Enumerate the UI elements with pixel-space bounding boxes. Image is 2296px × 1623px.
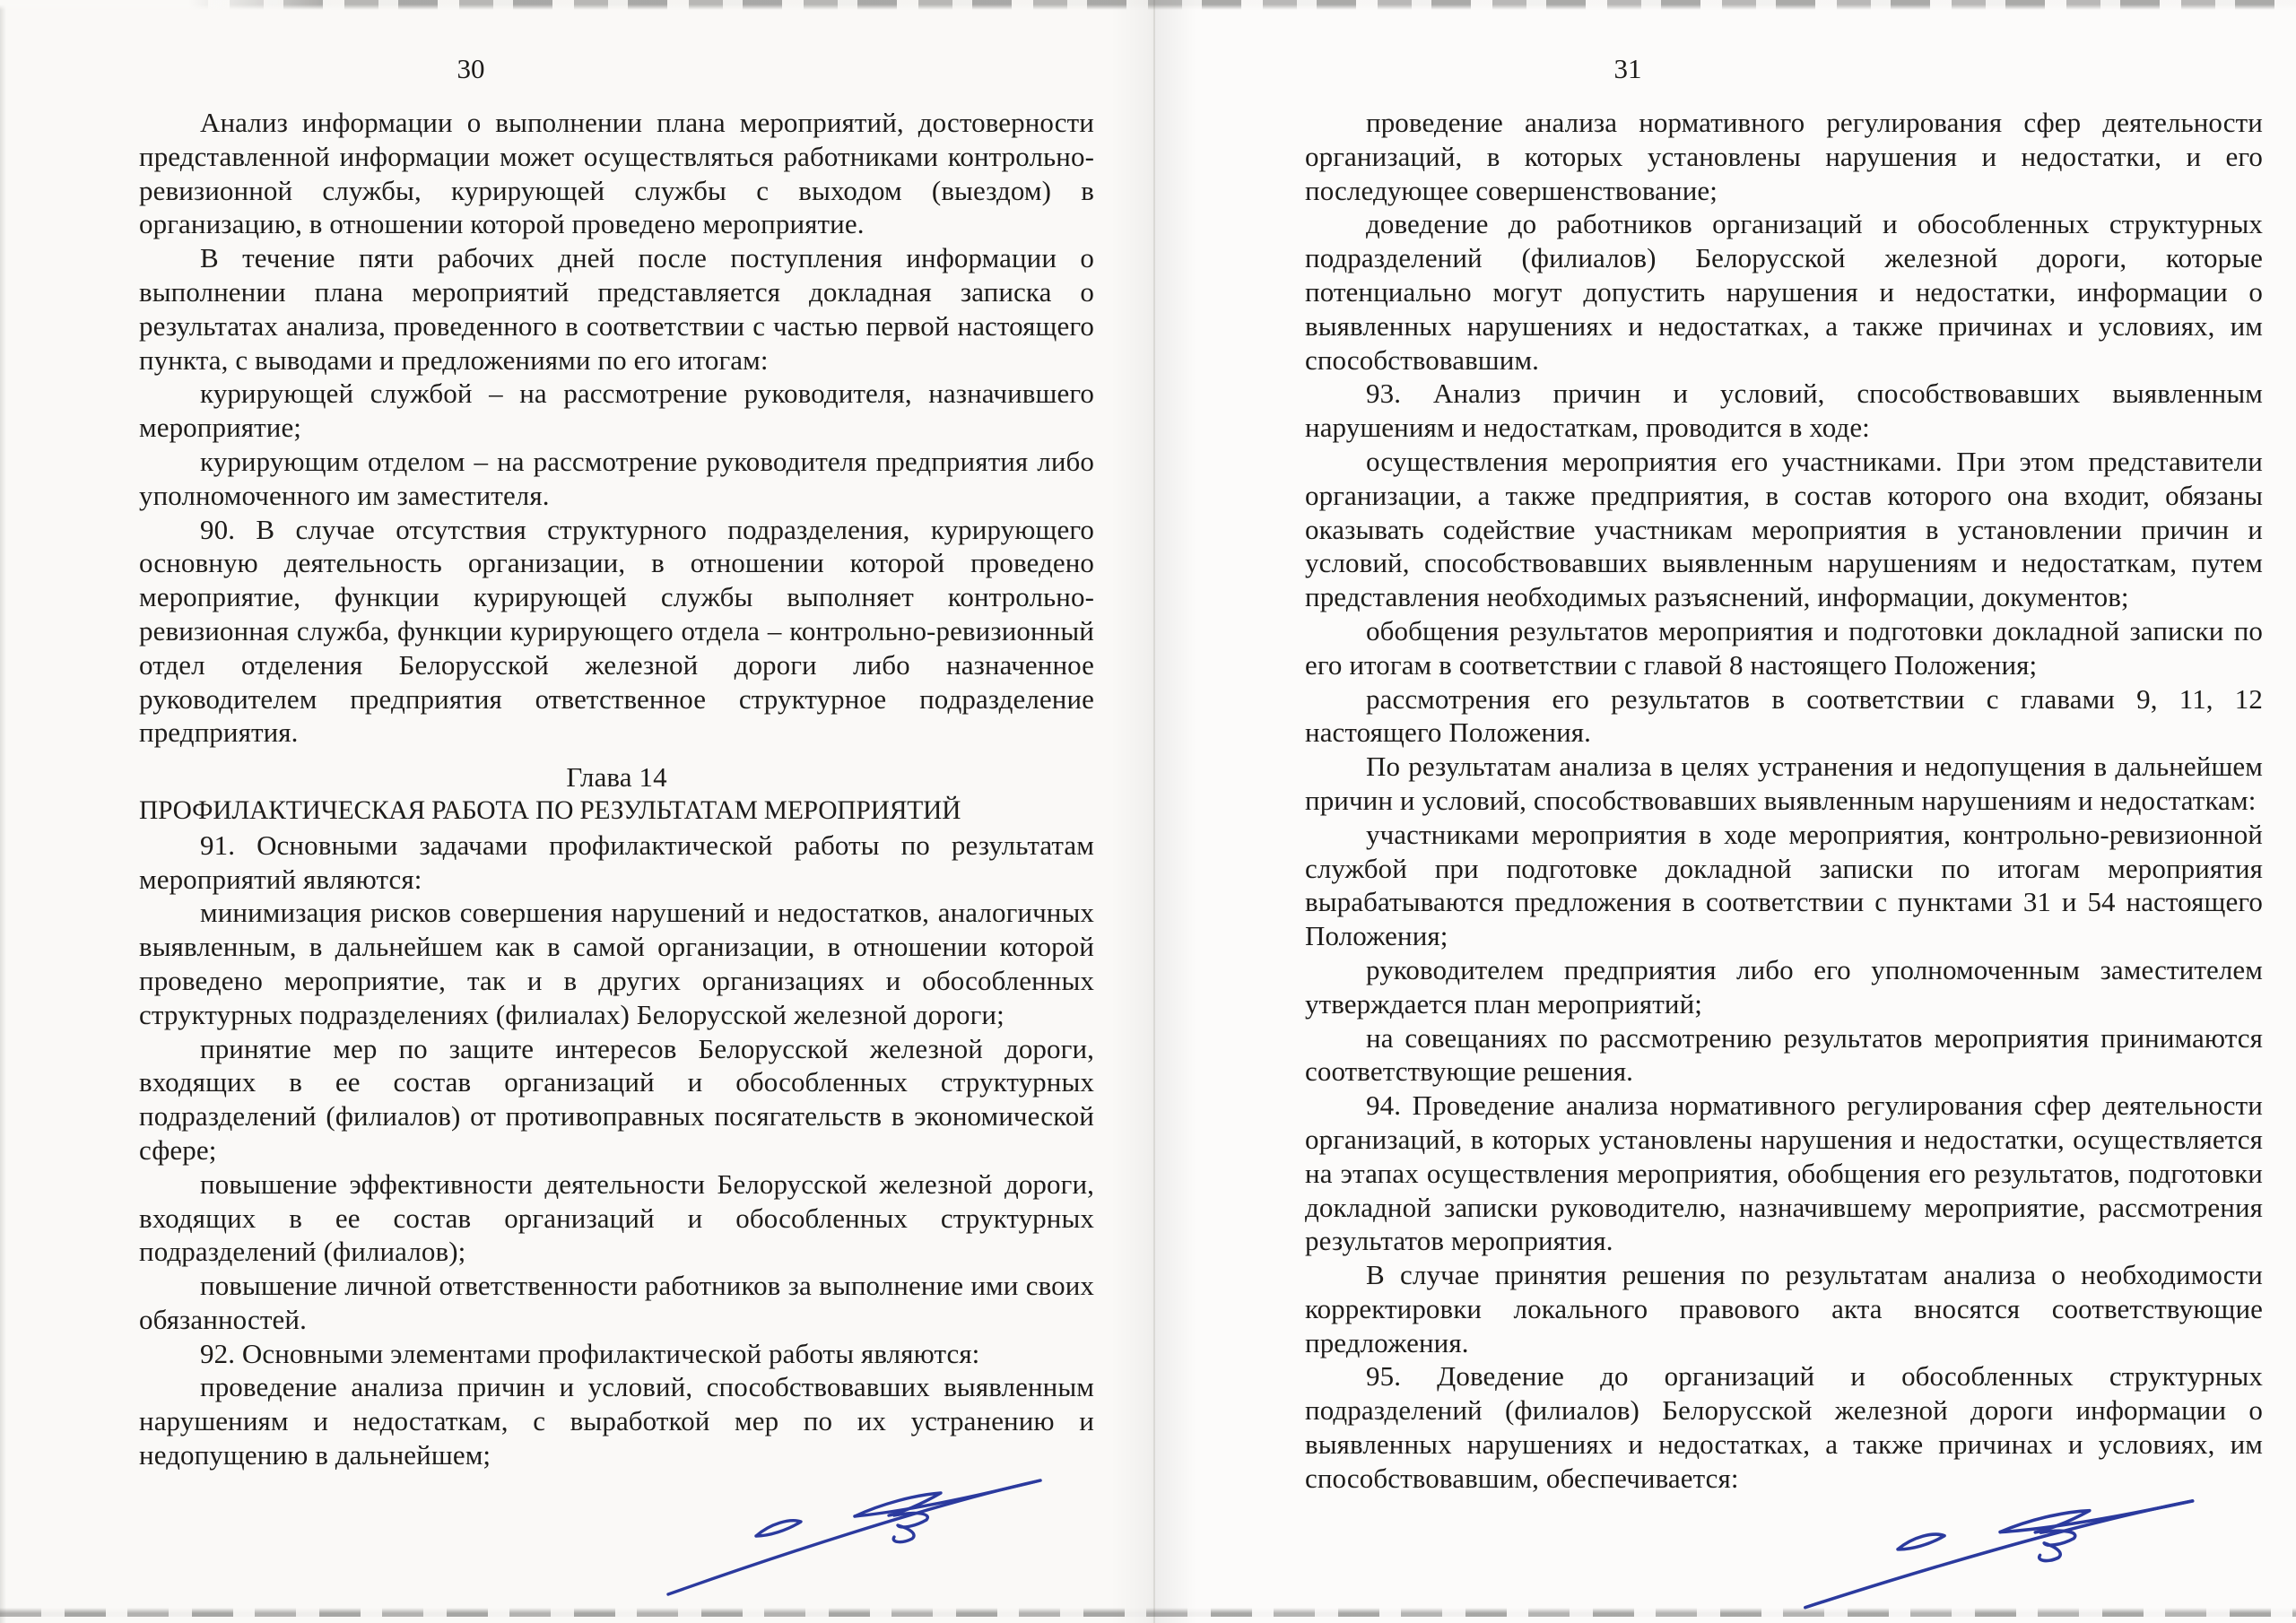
page-body (139, 106, 1094, 1472)
page-number: 30 (457, 53, 485, 84)
paragraph: В случае принятия решения по результатам анализа о необходимости корректировки локального правового акта вносятся соответствующие предложения. (1305, 1259, 2263, 1358)
paragraph: 95. Доведение до организаций и обособленных структурных подразделений (филиалов) Белорусской железной дороги информации о выявленных нарушениях и недостатках, а также причинах и условиях, им способствовавшим, обеспечивается: (1305, 1360, 2263, 1494)
paragraph: проведение анализа нормативного регулирования сфер деятельности организаций, в которых установлены нарушения и недостатки, и его последующее совершенствование; (1305, 107, 2263, 206)
paragraph: повышение эффективности деятельности Белорусской железной дороги, входящих в ее состав организаций и обособленных структурных подразделений (филиалов); (139, 1167, 1094, 1268)
paragraph: В течение пяти рабочих дней после поступления информации о выполнении плана мероприятий представляется докладная записка о результатах анализа, проведенного в соответствии с частью первой настоящего пункта, с выводами и предложениями по его итогам: (139, 242, 1094, 376)
paragraph: курирующим отделом – на рассмотрение руководителя предприятия либо уполномоченного им заместителя. (139, 445, 1094, 511)
paragraph: 92. Основными элементами профилактической работы являются: (200, 1337, 980, 1369)
heading-line: ПРОФИЛАКТИЧЕСКАЯ РАБОТА ПО РЕЗУЛЬТАТАМ МЕРОПРИЯТИЙ (139, 795, 961, 825)
paragraph: 91. Основными задачами профилактической работы по результатам мероприятий являются: (139, 829, 1094, 895)
paragraph: участниками мероприятия в ходе мероприятия, контрольно-ревизионной службой при подготовке докладной записки по итогам мероприятия вырабатываются предложения в соответствии с пунктами 31 и 54 настоящего Положения; (1305, 818, 2263, 952)
paragraph: доведение до работников организаций и обособленных структурных подразделений (филиалов) Белорусской железной дороги, которые потенциально могут допустить нарушения и недостатки, информации о выявленных нарушениях и недостатках, а также причинах и условиях, им способствовавшим. (1305, 208, 2263, 376)
paragraph: проведение анализа причин и условий, способствовавших выявленным нарушениям и недостаткам, с выработкой мер по их устранению и недопущению в дальнейшем; (139, 1371, 1094, 1471)
paragraph: руководителем предприятия либо его уполномоченным заместителем утверждается план мероприятий; (1305, 953, 2263, 1020)
paragraph: Анализ информации о выполнении плана мероприятий, достоверности представленной информации может осуществляться работниками контрольно-ревизионной службы, курирующей службы с выходом (выездом) в организацию, в отношении которой проведено мероприятие. (139, 107, 1094, 240)
page-number: 31 (1613, 53, 1642, 84)
signature-ink-right (1796, 1478, 2199, 1623)
paragraph: 90. В случае отсутствия структурного подразделения, курирующего основную деятельность организации, в отношении которой проведено мероприятие, функции курирующей службы выполняет контрольно-ревизионная служба, функции курирующего отдела – контрольно-ревизионный отдел отделения Белорусской железной дороги либо назначенное руководителем предприятия ответственное структурное подразделение предприятия. (139, 513, 1094, 749)
paragraph: курирующей службой – на рассмотрение руководителя, назначившего мероприятие; (139, 378, 1094, 444)
paragraph: принятие мер по защите интересов Белорусской железной дороги, входящих в ее состав организаций и обособленных структурных подразделений (филиалов) от противоправных посягательств в экономической сфере; (139, 1032, 1094, 1166)
signature-ink-left (659, 1471, 1047, 1606)
signature-flourish-icon (659, 1471, 1047, 1606)
paragraph: обобщения результатов мероприятия и подготовки докладной записки по его итогам в соответствии с главой 8 настоящего Положения; (1305, 614, 2263, 681)
paragraph: на совещаниях по рассмотрению результатов мероприятия принимаются соответствующие решения. (1305, 1021, 2263, 1088)
paragraph: 93. Анализ причин и условий, способствовавших выявленным нарушениям и недостаткам, проводится в ходе: (1305, 378, 2263, 444)
paragraph: По результатам анализа в целях устранения и недопущения в дальнейшем причин и условий, способствовавших выявленным нарушениям и недостаткам: (1305, 751, 2263, 816)
page-body (1305, 106, 2263, 1496)
paragraph: минимизация рисков совершения нарушений и недостатков, аналогичных выявленным, в дальнейшем как в самой организации, в отношении которой проведено мероприятие, так и в других организациях и обособленных структурных подразделениях (филиалах) Белорусской железной дороги; (139, 897, 1094, 1030)
signature-flourish-icon (1796, 1478, 2199, 1623)
chapter-line: Глава 14 (566, 761, 667, 794)
paragraph: 94. Проведение анализа нормативного регулирования сфер деятельности организаций, в которых установлены нарушения и недостатки, осуществляется на этапах осуществления мероприятия, обобщения его результатов, подготовки докладной записки руководителю, назначившему мероприятие, рассмотрения результатов мероприятия. (1305, 1089, 2263, 1257)
page-31 (1155, 0, 2296, 1623)
paragraph: рассмотрения его результатов в соответствии с главами 9, 11, 12 настоящего Положения. (1305, 682, 2263, 749)
paragraph: повышение личной ответственности работников за выполнение ими своих обязанностей. (139, 1270, 1094, 1335)
paragraph: осуществления мероприятия его участниками. При этом представители организации, а также предприятия, в состав которого она входит, обязаны оказывать содействие участникам мероприятия в установлении причин и условий, способствовавших выявленным нарушениям и недостаткам, путем представления необходимых разъяснений, информации, документов; (1305, 445, 2263, 613)
